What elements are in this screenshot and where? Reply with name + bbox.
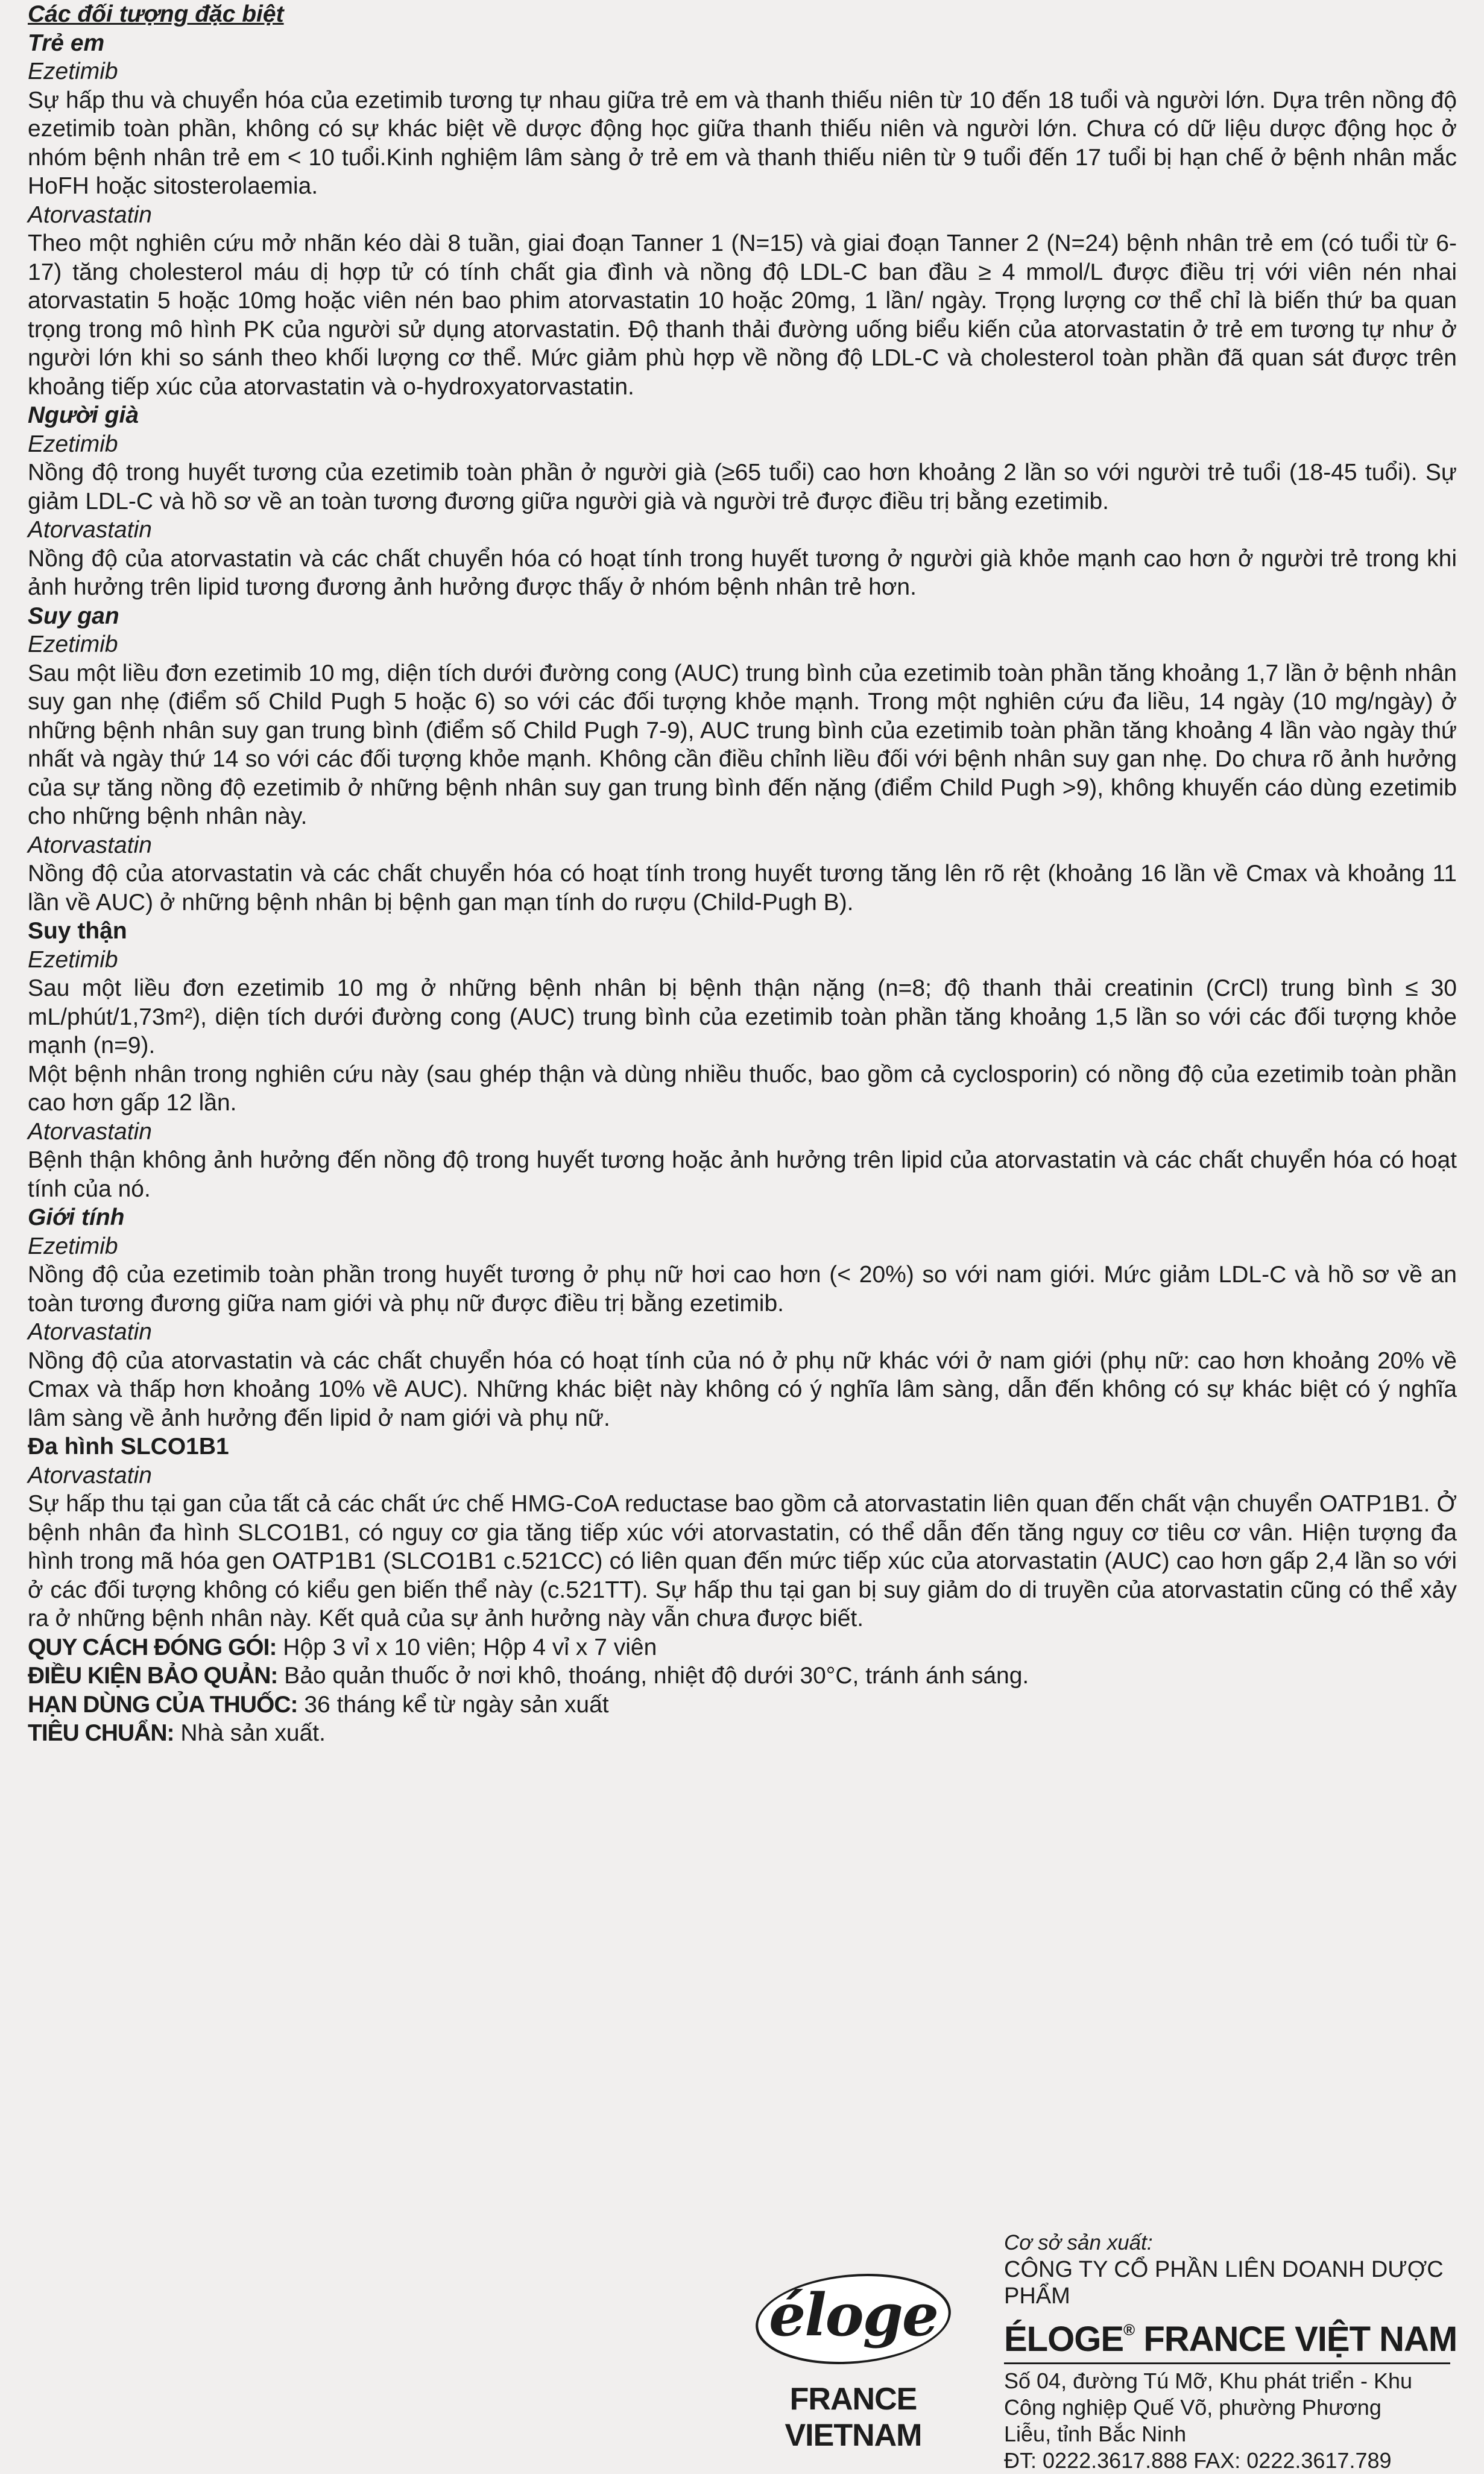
spec-label: TIÊU CHUẨN: (28, 1720, 174, 1746)
manufacturer-address-2: Công nghiệp Quế Võ, phường Phương (1004, 2395, 1381, 2420)
paragraph: Nồng độ của atorvastatin và các chất chuyển hóa có hoạt tính trong huyết tương tăng lên rõ rệt (khoảng 16 lần về Cmax và khoảng 11 lần về AUC) ở những bệnh nhân bị bệnh gan mạn tính do rượu (Child-Pugh B). (28, 861, 1457, 916)
divider (1004, 2362, 1450, 2364)
drug-label: Atorvastatin (28, 832, 152, 858)
subsection-title: Đa hình SLCO1B1 (28, 1434, 229, 1460)
paragraph: Sau một liều đơn ezetimib 10 mg, diện tích dưới đường cong (AUC) trung bình của ezetimib toàn phần tăng khoảng 1,7 lần ở bệnh nhân suy gan nhẹ (điểm số Child Pugh 5 hoặc 6) so với các đối tượng khỏe mạnh. Trong một nghiên cứu đa liều, 14 ngày (10 mg/ngày) ở những bệnh nhân suy gan trung bình (điểm số Child Pugh 7-9), AUC trung bình của ezetimib toàn phần tăng khoảng 4 lần vào ngày thứ nhất và ngày thứ 14 so với các đối tượng khỏe mạnh. Không cần điều chỉnh liều đối với bệnh nhân suy gan nhẹ. Do chưa rõ ảnh hưởng của sự tăng nồng độ ezetimib ở những bệnh nhân suy gan trung bình đến nặng (điểm Child Pugh >9), không khuyến cáo dùng ezetimib cho những bệnh nhân này. (28, 660, 1457, 829)
manufacturer-address-1: Số 04, đường Tú Mỡ, Khu phát triển - Khu (1004, 2368, 1413, 2393)
drug-label: Atorvastatin (28, 1462, 152, 1489)
spec-row (28, 1633, 1457, 1662)
drug-label: Atorvastatin (28, 1118, 152, 1145)
subsection-title: Trẻ em (28, 30, 105, 56)
drug-label: Ezetimib (28, 1233, 118, 1259)
subsection-title: Giới tính (28, 1204, 125, 1230)
spec-row (28, 1662, 1457, 1691)
subsection-title: Suy thận (28, 918, 127, 944)
paragraph: Một bệnh nhân trong nghiên cứu này (sau ghép thận và dùng nhiều thuốc, bao gồm cả cyclosporin) có nồng độ của ezetimib toàn phần cao hơn gấp 12 lần. (28, 1061, 1457, 1116)
paragraph: Theo một nghiên cứu mở nhãn kéo dài 8 tuần, giai đoạn Tanner 1 (N=15) và giai đoạn Tanner 2 (N=24) bệnh nhân trẻ em (có tuổi từ 6-17) tăng cholesterol máu dị hợp tử có tính chất gia đình và nồng độ LDL-C ban đầu ≥ 4 mmol/L được điều trị với viên nén nhai atorvastatin 5 hoặc 10mg hoặc viên nén bao phim atorvastatin 10 hoặc 20mg, 1 lần/ ngày. Trọng lượng cơ thể chỉ là biến thứ ba quan trọng trong mô hình PK của người sử dụng atorvastatin. Độ thanh thải đường uống biểu kiến của atorvastatin ở trẻ em tương tự như ở người lớn khi so sánh theo khối lượng cơ thể. Mức giảm phù hợp về nồng độ LDL-C và cholesterol toàn phần đã quan sát được trên khoảng tiếp xúc của atorvastatin và o-hydroxyatorvastatin. (28, 230, 1457, 400)
spec-row (28, 1691, 1457, 1719)
spec-label: ĐIỀU KIỆN BẢO QUẢN: (28, 1663, 278, 1689)
paragraph: Sự hấp thu tại gan của tất cả các chất ức chế HMG-CoA reductase bao gồm cả atorvastatin liên quan đến chất vận chuyển OATP1B1. Ở bệnh nhân đa hình SLCO1B1, có nguy cơ gia tăng tiếp xúc với atorvastatin, có thể dẫn đến tăng nguy cơ tiêu cơ vân. Hiện tượng đa hình trong mã hóa gen OATP1B1 (SLCO1B1 c.521CC) có liên quan đến mức tiếp xúc của atorvastatin (AUC) cao hơn gấp 2,4 lần so với ở các đối tượng không có kiểu gen biến thể này (c.521TT). Sự hấp thu tại gan bị suy giảm do di truyền của atorvastatin cũng có thể xảy ra ở những bệnh nhân này. Kết quả của sự ảnh hưởng này vẫn chưa được biết. (28, 1491, 1457, 1631)
manufacturer-address-3: Liễu, tỉnh Bắc Ninh (1004, 2422, 1187, 2446)
drug-label: Ezetimib (28, 946, 118, 973)
paragraph: Sự hấp thu và chuyển hóa của ezetimib tương tự nhau giữa trẻ em và thanh thiếu niên từ 10 đến 18 tuổi và người lớn. Dựa trên nồng độ ezetimib toàn phần, không có sự khác biệt về dược động học giữa thanh thiếu niên và người lớn. Chưa có dữ liệu dược động học ở nhóm bệnh nhân trẻ em < 10 tuổi.Kinh nghiệm lâm sàng ở trẻ em và thanh thiếu niên từ 9 tuổi đến 17 tuổi bị hạn chế ở bệnh nhân mắc HoFH hoặc sitosterolaemia. (28, 87, 1457, 199)
paragraph: Sau một liều đơn ezetimib 10 mg ở những bệnh nhân bị bệnh thận nặng (n=8; độ thanh thải creatinin (CrCl) trung bình ≤ 30 mL/phút/1,73m²), diện tích dưới đường cong (AUC) trung bình của ezetimib toàn phần tăng khoảng 1,5 lần so với các đối tượng khỏe mạnh (n=9). (28, 975, 1457, 1058)
manufacturer-brand: ÉLOGE® FRANCE VIỆT NAM (1004, 2320, 1457, 2359)
drug-label: Atorvastatin (28, 1319, 152, 1345)
drug-label: Ezetimib (28, 431, 118, 457)
manufacturer-company: CÔNG TY CỔ PHẦN LIÊN DOANH DƯỢC PHẨM (1004, 2257, 1444, 2309)
paragraph: Nồng độ của atorvastatin và các chất chuyển hóa có hoạt tính của nó ở phụ nữ khác với ở nam giới (phụ nữ: cao hơn khoảng 20% về Cmax và thấp hơn khoảng 10% về AUC). Những khác biệt này không có ý nghĩa lâm sàng, dẫn đến không có sự khác biệt có ý nghĩa lâm sàng về ảnh hưởng đến lipid ở nam giới và phụ nữ. (28, 1347, 1457, 1431)
spec-label: QUY CÁCH ĐÓNG GÓI: (28, 1634, 277, 1660)
drug-label: Ezetimib (28, 631, 118, 657)
manufacturer-block (1004, 2230, 1462, 2474)
eloge-logo (721, 2274, 986, 2453)
manufacturer-label: Cơ sở sản xuất: (1004, 2231, 1153, 2254)
logo-word: éloge (769, 2281, 938, 2349)
drug-label: Atorvastatin (28, 201, 152, 228)
manufacturer-phone: ĐT: 0222.3617.888 FAX: 0222.3617.789 (1004, 2448, 1392, 2473)
leaflet-text (28, 0, 1457, 1748)
spec-value: Hộp 3 vỉ x 10 viên; Hộp 4 vỉ x 7 viên (276, 1634, 657, 1660)
spec-row (28, 1719, 1457, 1748)
paragraph: Nồng độ của atorvastatin và các chất chuyển hóa có hoạt tính trong huyết tương ở người già khỏe mạnh cao hơn ở người trẻ trong khi ảnh hưởng trên lipid tương đương ảnh hưởng được thấy ở nhóm bệnh nhân trẻ hơn. (28, 545, 1457, 600)
spec-value: Bảo quản thuốc ở nơi khô, thoáng, nhiệt độ dưới 30°C, tránh ánh sáng. (277, 1663, 1029, 1689)
logo-subtitle: FRANCE VIETNAM (785, 2382, 922, 2453)
spec-value: 36 tháng kể từ ngày sản xuất (297, 1691, 609, 1718)
paragraph: Nồng độ của ezetimib toàn phần trong huyết tương ở phụ nữ hơi cao hơn (< 20%) so với nam giới. Mức giảm LDL-C và hồ sơ về an toàn tương đương giữa nam giới và phụ nữ được điều trị bằng ezetimib. (28, 1262, 1457, 1317)
paragraph: Bệnh thận không ảnh hưởng đến nồng độ trong huyết tương hoặc ảnh hưởng trên lipid của atorvastatin và các chất chuyển hóa có hoạt tính của nó. (28, 1147, 1457, 1202)
drug-label: Ezetimib (28, 59, 118, 84)
subsection-title: Người già (28, 402, 139, 428)
paragraph: Nồng độ trong huyết tương của ezetimib toàn phần ở người già (≥65 tuổi) cao hơn khoảng 2 lần so với người trẻ tuổi (18-45 tuổi). Sự giảm LDL-C và hồ sơ về an toàn tương đương giữa người già và người trẻ được điều trị bằng ezetimib. (28, 460, 1457, 514)
spec-value: Nhà sản xuất. (174, 1720, 326, 1746)
subsection-title: Suy gan (28, 603, 119, 629)
spec-label: HẠN DÙNG CỦA THUỐC: (28, 1691, 298, 1718)
drug-label: Atorvastatin (28, 517, 152, 543)
section-heading: Các đối tượng đặc biệt (28, 1, 284, 27)
